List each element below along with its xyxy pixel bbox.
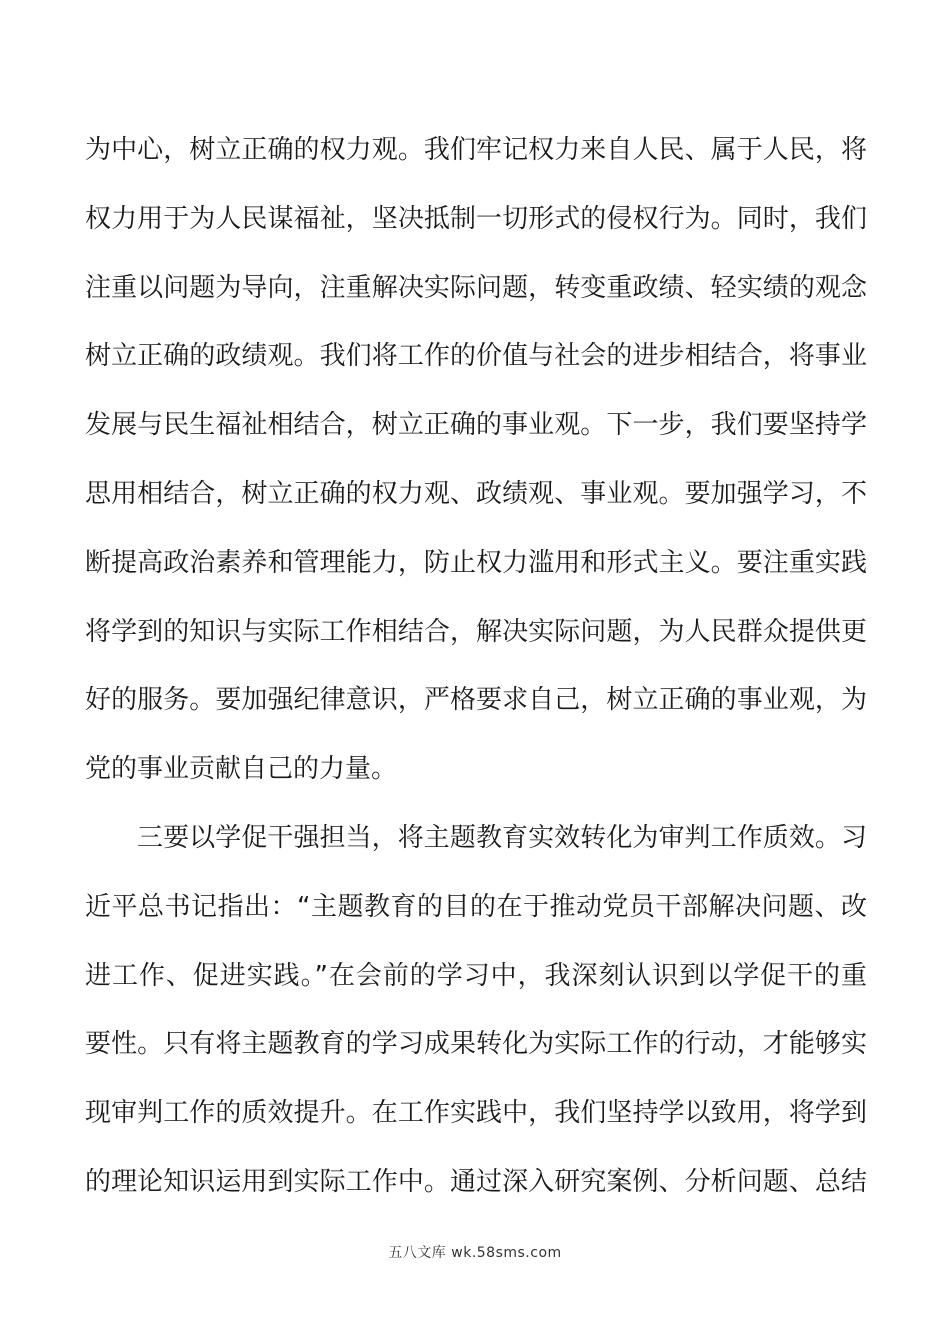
text-line: 好的服务。要加强纪律意识，严格要求自己，树立正确的事业观，为 (85, 685, 867, 716)
text-line: 近平总书记指出：“主题教育的目的在于推动党员干部解决问题、改 (85, 891, 867, 922)
text-line: 的理论知识运用到实际工作中。通过深入研究案例、分析问题、总结 (85, 1166, 867, 1197)
text-line: 思用相结合，树立正确的权力观、政绩观、事业观。要加强学习，不 (85, 478, 867, 509)
text-line: 权力用于为人民谋福祉，坚决抵制一切形式的侵权行为。同时，我们 (85, 203, 867, 234)
text-line: 注重以问题为导向，注重解决实际问题，转变重政绩、轻实绩的观念 (85, 272, 867, 303)
text-line: 党的事业贡献自己的力量。 (85, 754, 398, 785)
text-line: 要性。只有将主题教育的学习成果转化为实际工作的行动，才能够实 (85, 1029, 867, 1060)
text-line: 树立正确的政绩观。我们将工作的价值与社会的进步相结合，将事业 (85, 341, 867, 372)
text-line: 进工作、促进实践。”在会前的学习中，我深刻认识到以学促干的重 (85, 960, 867, 991)
text-line: 断提高政治素养和管理能力，防止权力滥用和形式主义。要注重实践 (85, 547, 867, 578)
text-line: 将学到的知识与实际工作相结合，解决实际问题，为人民群众提供更 (85, 616, 867, 647)
text-line: 现审判工作的质效提升。在工作实践中，我们坚持学以致用，将学到 (85, 1098, 867, 1129)
page-footer: 五八文库 wk.58sms.com (388, 1245, 562, 1261)
paragraph-first-line: 三要以学促干强担当，将主题教育实效转化为审判工作质效。习 (137, 822, 867, 853)
text-line: 发展与民生福祉相结合，树立正确的事业观。下一步，我们要坚持学 (85, 410, 867, 441)
document-body (85, 116, 867, 1217)
text-line: 为中心，树立正确的权力观。我们牢记权力来自人民、属于人民，将 (85, 135, 867, 165)
